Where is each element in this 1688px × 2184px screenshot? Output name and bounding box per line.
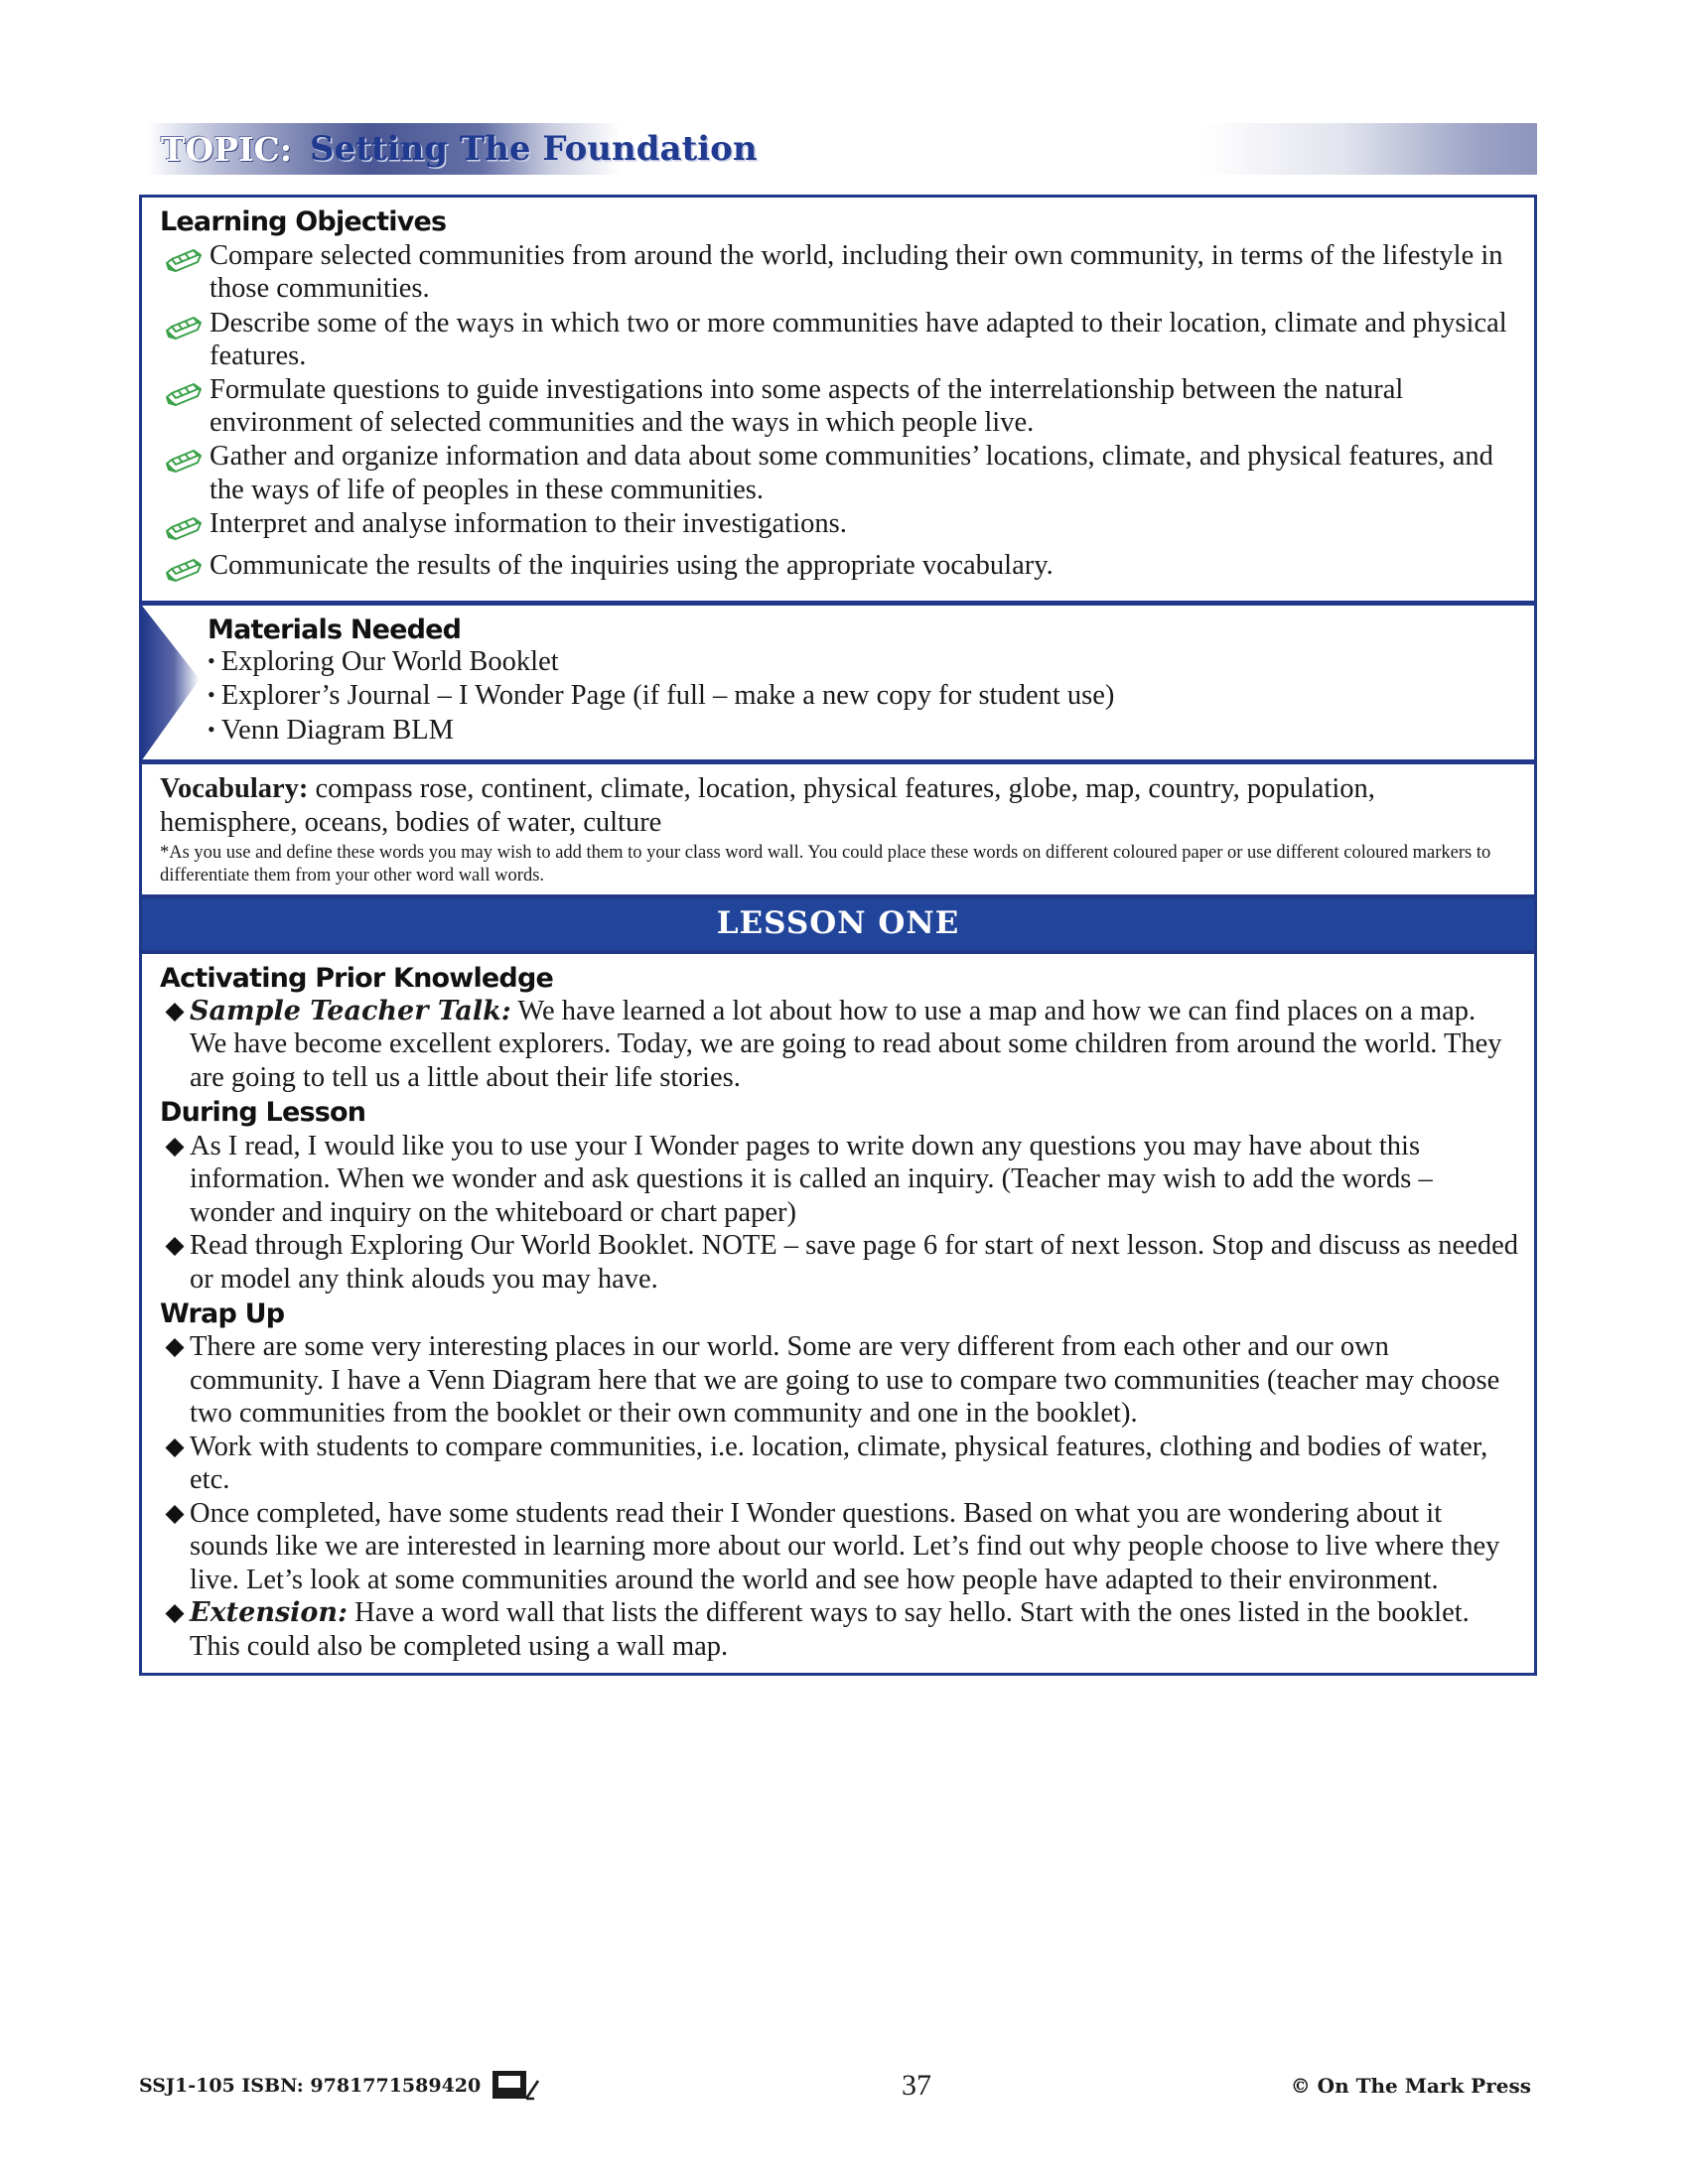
materials-needed-section (142, 601, 1534, 760)
page-number: 37 (901, 2069, 931, 2102)
lesson-bullet-item (160, 1596, 1518, 1663)
lesson-bullet-body: Have a word wall that lists the different ways to say hello. Start with the ones listed in the booklet. This could also be completed using a wall map. (190, 1597, 1470, 1662)
lesson-bullet-lead: Sample Teacher Talk: (190, 996, 511, 1026)
topic-title: Setting The Foundation (310, 129, 758, 169)
lesson-section-heading: During Lesson (160, 1097, 366, 1129)
diamond-bullet-icon: ◆ (165, 1433, 185, 1460)
learning-objective-text: Formulate questions to guide investigations into some aspects of the interrelationship between the natural environment of selected communities and the ways in which people live. (210, 373, 1404, 439)
lesson-bullet-body: Work with students to compare communities, i.e. location, climate, physical features, clothing and bodies of water, etc. (190, 1431, 1488, 1496)
lesson-bullet-text (190, 1596, 1518, 1663)
diamond-bullet-icon: ◆ (165, 1333, 185, 1361)
vocabulary-note: *As you use and define these words you may wish to add them to your class word wall. You could place these words on different coloured paper or use different coloured markers to differentiate them from your other word wall words. (160, 843, 1491, 886)
lesson-bullet-body: Once completed, have some students read their I Wonder questions. Based on what you are wondering about it sounds like we are interested in learning more about our world. Let’s find out why people choose to live where they live. Let’s look at some communities around the world and see how people have adapted to their environment. (190, 1497, 1500, 1595)
bullet-icon: • (208, 647, 215, 673)
content-frame (139, 195, 1537, 1676)
pencil-icon (160, 514, 206, 548)
lesson-bullet-text (190, 1431, 1518, 1497)
lesson-bullet-text (190, 1130, 1518, 1229)
pencil-icon (160, 447, 206, 480)
materials-list-item (208, 679, 1518, 713)
footer-left (139, 2069, 542, 2103)
lesson-bullet-body: There are some very interesting places in our world. Some are very different from each other and our own community. I have a Venn Diagram here that we are going to use to compare two communities (teacher may choose two communities from the booklet or their own community and one in the booklet). (190, 1331, 1500, 1430)
lesson-bullet-body: We have learned a lot about how to use a map and how we can find places on a map. We have become excellent explorers. Today, we are going to read about some children from around the world. They are going to tell us a little about their life stories. (190, 996, 1502, 1093)
lesson-bullet-item (160, 1497, 1518, 1596)
lesson-bullet-item (160, 1431, 1518, 1497)
lesson-bullet-lead: Extension: (190, 1597, 349, 1629)
learning-objective-item (160, 507, 1518, 548)
pencil-icon (160, 246, 206, 280)
book-logo-icon (491, 2069, 542, 2103)
lesson-bullet-body: As I read, I would like you to use your I Wonder pages to write down any questions you may have about this information. When we wonder and ask questions it is called an inquiry. (Teacher may wish to add the words – wonder and inquiry on the whiteboard or chart paper) (190, 1130, 1433, 1228)
materials-list-item (208, 714, 1518, 748)
diamond-bullet-icon: ◆ (165, 1132, 185, 1160)
lesson-bullet-item (160, 1229, 1518, 1296)
lesson-section-heading: Wrap Up (160, 1298, 285, 1330)
lesson-content (142, 954, 1534, 1673)
lesson-banner: LESSON ONE (142, 894, 1534, 954)
materials-item-text: Explorer’s Journal – I Wonder Page (if full – make a new copy for student use) (220, 680, 1115, 712)
learning-objective-text: Gather and organize information and data about some communities’ locations, climate, and physical features, and the ways of life of peoples in these communities. (210, 441, 1493, 505)
diamond-bullet-icon: ◆ (165, 1599, 185, 1627)
learning-objective-text: Communicate the results of the inquiries using the appropriate vocabulary. (210, 549, 1054, 581)
learning-objectives-list (160, 239, 1518, 590)
vocabulary-body (160, 772, 1518, 839)
learning-objective-text: Compare selected communities from around the world, including their own community, in terms of the lifestyle in those communities. (210, 240, 1503, 305)
diamond-bullet-icon: ◆ (165, 1232, 185, 1260)
vocabulary-label: Vocabulary: (160, 773, 309, 805)
materials-item-text: Exploring Our World Booklet (220, 645, 559, 677)
learning-objectives-section (142, 198, 1534, 601)
materials-item-text: Venn Diagram BLM (220, 714, 454, 746)
bullet-icon: • (208, 682, 215, 708)
vocabulary-terms: compass rose, continent, climate, location, physical features, globe, map, country, population, hemisphere, oceans, bodies of water, culture (160, 773, 1375, 838)
materials-list-item (208, 645, 1518, 679)
lesson-bullet-item (160, 1130, 1518, 1229)
lesson-bullet-text (190, 1497, 1518, 1596)
learning-objectives-heading: Learning Objectives (160, 206, 447, 237)
materials-list (208, 645, 1518, 748)
learning-objective-text: Describe some of the ways in which two or more communities have adapted to their location, climate and physical features. (210, 307, 1507, 371)
learning-objective-item (160, 239, 1518, 305)
learning-objective-text: Interpret and analyse information to their investigations. (210, 507, 847, 539)
lesson-bullet-item (160, 995, 1518, 1094)
diamond-bullet-icon: ◆ (165, 1499, 185, 1527)
pencil-icon (160, 314, 206, 347)
topic-label: TOPIC: (161, 129, 292, 169)
bullet-icon: • (208, 716, 215, 742)
learning-objective-item (160, 549, 1518, 590)
triangle-decoration-icon (142, 606, 204, 760)
learning-objective-item (160, 373, 1518, 439)
lesson-bullet-item (160, 1330, 1518, 1430)
lesson-bullet-text (190, 1330, 1518, 1430)
lesson-bullet-text (190, 995, 1518, 1094)
learning-objective-item (160, 307, 1518, 372)
vocabulary-section (142, 759, 1534, 893)
learning-objective-item (160, 440, 1518, 505)
materials-needed-heading: Materials Needed (208, 614, 462, 645)
lesson-bullet-body: Read through Exploring Our World Booklet. NOTE – save page 6 for start of next lesson. Stop and discuss as needed or model any think alouds you may have. (190, 1230, 1519, 1295)
pencil-icon (160, 556, 206, 590)
diamond-bullet-icon: ◆ (165, 998, 185, 1024)
footer-product-code: SSJ1-105 ISBN: 9781771589420 (139, 2075, 482, 2097)
pencil-icon (160, 380, 206, 414)
footer-copyright: © On The Mark Press (1290, 2074, 1531, 2098)
topic-header-bar (147, 123, 1537, 175)
lesson-section-heading: Activating Prior Knowledge (160, 962, 553, 994)
page-footer (139, 2063, 1537, 2109)
lesson-bullet-text (190, 1229, 1518, 1296)
